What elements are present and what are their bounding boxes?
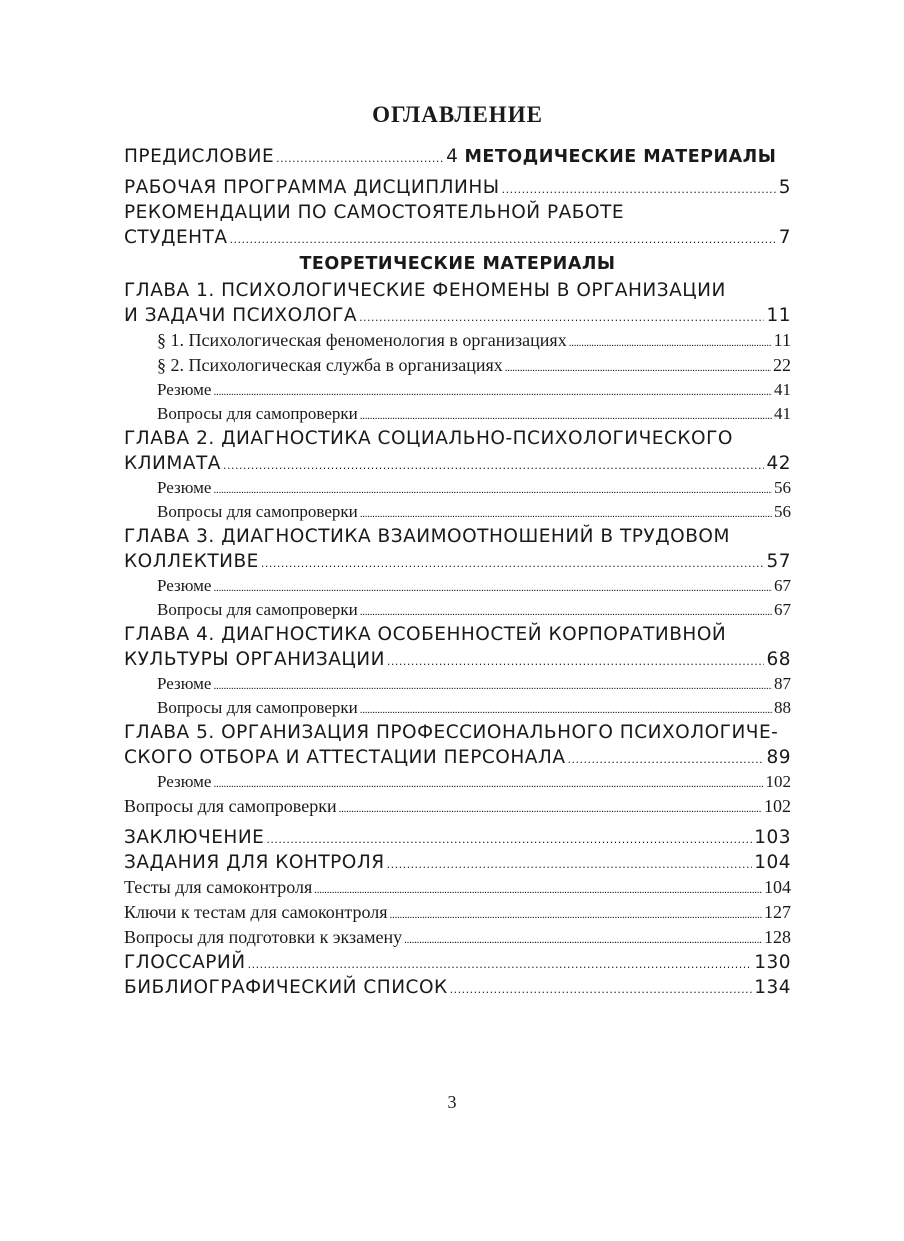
page-title: ОГЛАВЛЕНИЕ [372, 102, 543, 127]
toc-label: § 2. Психологическая служба в организациях [157, 355, 503, 375]
toc-page: 41 [774, 380, 791, 399]
toc-page: 104 [754, 852, 791, 873]
toc-label: РАБОЧАЯ ПРОГРАММА ДИСЦИПЛИНЫ [124, 177, 500, 198]
toc-page: 56 [774, 502, 791, 521]
section-heading-methodical: МЕТОДИЧЕСКИЕ МАТЕРИАЛЫ [464, 147, 777, 167]
leader-dots [450, 977, 753, 1002]
toc-page: 56 [774, 478, 791, 497]
toc-page: 89 [766, 747, 791, 768]
toc-page: 22 [773, 355, 791, 375]
toc-entry-tasks [124, 850, 791, 875]
toc-page: 11 [773, 330, 791, 350]
leader-dots [213, 380, 772, 404]
chapter-2-title: ГЛАВА 2. ДИАГНОСТИКА СОЦИАЛЬНО-ПСИХОЛОГИЧЕСКОГО [124, 428, 733, 449]
leader-dots [339, 797, 762, 822]
toc-entry-ch4-questions [124, 696, 791, 720]
chapter-1-title: ГЛАВА 1. ПСИХОЛОГИЧЕСКИЕ ФЕНОМЕНЫ В ОРГАНИЗАЦИИ [124, 280, 726, 301]
toc-page: 88 [774, 698, 791, 717]
leader-dots [360, 600, 772, 624]
toc-page: 4 [446, 146, 459, 167]
leader-dots [567, 747, 764, 772]
toc-page: 104 [764, 877, 791, 897]
toc-label: КЛИМАТА [124, 453, 221, 474]
toc-page: 102 [764, 796, 791, 816]
toc-label: Тесты для самоконтроля [124, 877, 313, 897]
toc-entry-work-program [124, 175, 791, 200]
toc-entry-ch5-questions [124, 794, 791, 819]
toc-page: 11 [766, 305, 791, 326]
toc-label: ГЛОССАРИЙ [124, 952, 246, 973]
leader-dots [266, 827, 752, 852]
chapter-5-title: ГЛАВА 5. ОРГАНИЗАЦИЯ ПРОФЕССИОНАЛЬНОГО ПСИХОЛОГИЧЕ- [124, 722, 779, 743]
toc-page: 41 [774, 404, 791, 423]
leader-dots [261, 551, 765, 576]
toc-entry-glossary [124, 950, 791, 975]
toc-page: 87 [774, 674, 791, 693]
toc-entry-ch1-paragraph-2 [124, 353, 791, 378]
toc-entry-bibliography [124, 975, 791, 1000]
toc-entry-conclusion [124, 825, 791, 850]
toc-entry-chapter-5 [124, 745, 791, 770]
toc-page: 130 [754, 952, 791, 973]
toc-label: Вопросы для самопроверки [157, 600, 358, 619]
toc-entry-recommendations [124, 225, 791, 250]
toc-entry-preface [124, 144, 791, 169]
leader-dots [213, 478, 772, 502]
toc-entry-ch3-questions [124, 598, 791, 622]
leader-dots [404, 928, 762, 953]
toc-label: И ЗАДАЧИ ПСИХОЛОГА [124, 305, 358, 326]
leader-dots [223, 453, 764, 478]
toc-label: Вопросы для самопроверки [157, 698, 358, 717]
toc-entry-chapter-3 [124, 549, 791, 574]
toc-label: Резюме [157, 380, 212, 399]
toc-label: ЗАКЛЮЧЕНИЕ [124, 827, 265, 848]
toc-label: СКОГО ОТБОРА И АТТЕСТАЦИИ ПЕРСОНАЛА [124, 747, 566, 768]
toc-entry-ch4-summary [124, 672, 791, 696]
toc-label: БИБЛИОГРАФИЧЕСКИЙ СПИСОК [124, 977, 448, 998]
toc-label: § 1. Психологическая феноменология в организациях [157, 330, 567, 350]
toc-label: СТУДЕНТА [124, 227, 228, 248]
toc-label: Вопросы для самопроверки [157, 502, 358, 521]
toc-page: 102 [765, 772, 791, 791]
leader-dots [213, 772, 763, 796]
toc-page: 67 [774, 576, 791, 595]
leader-dots [360, 698, 772, 722]
section-heading-theory: ТЕОРЕТИЧЕСКИЕ МАТЕРИАЛЫ [299, 254, 616, 274]
chapter-3-title: ГЛАВА 3. ДИАГНОСТИКА ВЗАИМООТНОШЕНИЙ В ТРУДОВОМ [124, 526, 730, 547]
toc-label: Вопросы для самопроверки [124, 796, 337, 816]
toc-page: 127 [764, 902, 791, 922]
toc-entry-chapter-2 [124, 451, 791, 476]
toc-entry-recommendations-line1: РЕКОМЕНДАЦИИ ПО САМОСТОЯТЕЛЬНОЙ РАБОТЕ [124, 202, 625, 223]
toc-label: Вопросы для подготовки к экзамену [124, 927, 403, 947]
toc-page: 5 [778, 177, 791, 198]
leader-dots [359, 305, 764, 330]
toc-label: Резюме [157, 478, 212, 497]
toc-page: 103 [754, 827, 791, 848]
toc-page: 68 [766, 649, 791, 670]
toc-label: КУЛЬТУРЫ ОРГАНИЗАЦИИ [124, 649, 385, 670]
toc-page: 128 [764, 927, 791, 947]
leader-dots [569, 331, 772, 356]
toc-label: Ключи к тестам для самоконтроля [124, 902, 388, 922]
leader-dots [248, 952, 753, 977]
toc-entry-chapter-1 [124, 303, 791, 328]
leader-dots [276, 146, 444, 171]
leader-dots [390, 903, 762, 928]
toc-label: Резюме [157, 674, 212, 693]
chapter-4-title: ГЛАВА 4. ДИАГНОСТИКА ОСОБЕННОСТЕЙ КОРПОРАТИВНОЙ [124, 624, 727, 645]
leader-dots [387, 649, 765, 674]
toc-entry-chapter-4 [124, 647, 791, 672]
toc-label: КОЛЛЕКТИВЕ [124, 551, 259, 572]
toc-entry-exam [124, 925, 791, 950]
leader-dots [387, 852, 753, 877]
toc-entry-ch1-paragraph-1 [124, 328, 791, 353]
toc-entry-ch2-questions [124, 500, 791, 524]
toc-entry-ch2-summary [124, 476, 791, 500]
toc-page: 7 [778, 227, 791, 248]
toc-label: ПРЕДИСЛОВИЕ [124, 146, 275, 167]
page-number: 3 [447, 1092, 457, 1112]
leader-dots [213, 576, 772, 600]
toc-entry-ch1-summary [124, 378, 791, 402]
toc-page: 134 [754, 977, 791, 998]
toc-page: 67 [774, 600, 791, 619]
leader-dots [502, 177, 777, 202]
leader-dots [230, 227, 777, 252]
toc-entry-tests [124, 875, 791, 900]
toc-label: Резюме [157, 772, 212, 791]
leader-dots [213, 674, 772, 698]
toc-entry-ch1-questions [124, 402, 791, 426]
toc-label: Вопросы для самопроверки [157, 404, 358, 423]
table-of-contents [124, 100, 791, 1000]
toc-entry-keys [124, 900, 791, 925]
toc-entry-ch5-summary [124, 770, 791, 794]
toc-page: 57 [766, 551, 791, 572]
toc-label: Резюме [157, 576, 212, 595]
toc-entry-ch3-summary [124, 574, 791, 598]
toc-label: ЗАДАНИЯ ДЛЯ КОНТРОЛЯ [124, 852, 385, 873]
toc-page: 42 [766, 453, 791, 474]
leader-dots [360, 502, 772, 526]
leader-dots [505, 356, 771, 381]
leader-dots [360, 404, 772, 428]
